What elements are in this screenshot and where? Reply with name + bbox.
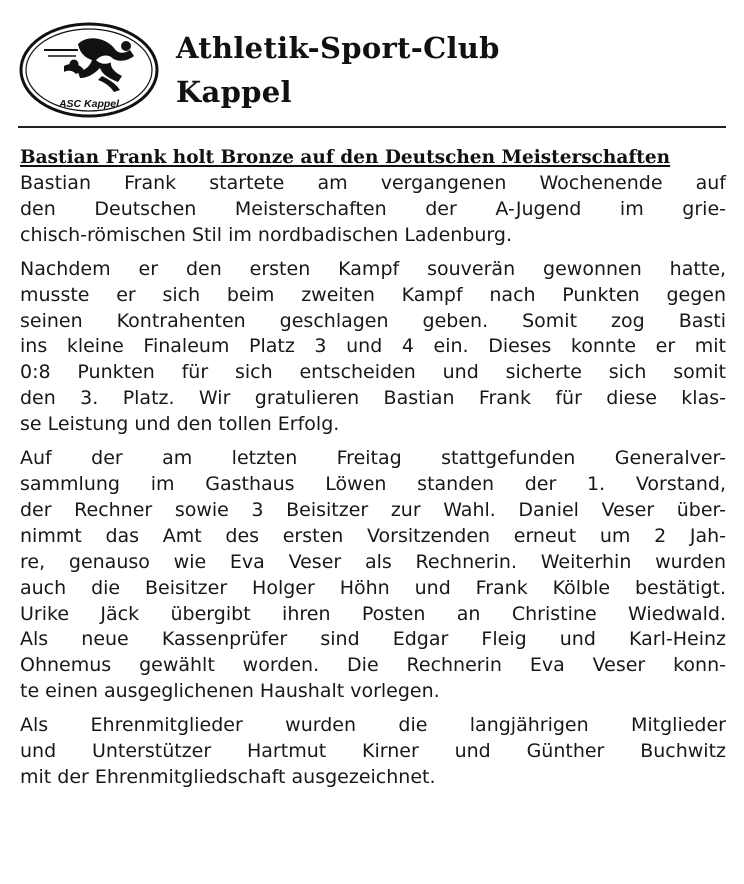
text-line: Nachdem er den ersten Kampf souverän gewonnen hatte, <box>20 257 726 280</box>
text-line: Als Ehrenmitglieder wurden die langjährigen Mitglieder <box>20 714 726 737</box>
text-line: seinen Kontrahenten geschlagen geben. Somit zog Basti <box>20 309 726 332</box>
text-line: den Deutschen Meisterschaften der A-Jugend im grie- <box>20 197 726 220</box>
text-line: den 3. Platz. Wir gratulieren Bastian Frank für diese klas- <box>20 387 726 410</box>
text-line: Urike Jäck übergibt ihren Posten an Christine Wiedwald. <box>20 602 726 625</box>
text-line: 0:8 Punkten für sich entscheiden und sicherte sich somit <box>20 361 726 384</box>
text-line: auch die Beisitzer Holger Höhn und Frank Kölble bestätigt. <box>20 576 726 599</box>
article <box>20 146 726 799</box>
club-logo <box>18 20 160 120</box>
club-name <box>176 26 500 114</box>
text-line: Bastian Frank startete am vergangenen Wochenende auf <box>20 172 726 194</box>
text-line: se Leistung und den tollen Erfolg. <box>20 413 340 436</box>
text-line: mit der Ehrenmitgliedschaft ausgezeichnet. <box>20 765 436 788</box>
text-line: te einen ausgeglichenen Haushalt vorlegen. <box>20 680 440 703</box>
text-line: Ohnemus gewählt worden. Die Rechnerin Eva Veser konn- <box>20 654 726 677</box>
article-paragraph-1 <box>20 171 726 249</box>
text-line: musste er sich beim zweiten Kampf nach Punkten gegen <box>20 283 726 306</box>
text-line: ins kleine Finaleum Platz 3 und 4 ein. Dieses konnte er mit <box>20 335 726 358</box>
text-line: Als neue Kassenprüfer sind Edgar Fleig und Karl-Heinz <box>20 628 726 651</box>
club-name-line-2: Kappel <box>176 75 292 109</box>
text-line: Auf der am letzten Freitag stattgefunden Generalver- <box>20 447 726 470</box>
text-line: und Unterstützer Hartmut Kirner und Günther Buchwitz <box>20 740 726 763</box>
logo-label: ASC Kappel <box>58 98 120 110</box>
article-paragraph-2 <box>20 257 726 438</box>
text-line: der Rechner sowie 3 Beisitzer zur Wahl. Daniel Veser über- <box>20 498 726 521</box>
text-line: nimmt das Amt des ersten Vorsitzenden erneut um 2 Jah- <box>20 524 726 547</box>
text-line: chisch-römischen Stil im nordbadischen Ladenburg. <box>20 223 513 246</box>
article-headline: Bastian Frank holt Bronze auf den Deutschen Meisterschaften <box>20 147 671 168</box>
text-line: sammlung im Gasthaus Löwen standen der 1. Vorstand, <box>20 472 726 495</box>
club-header <box>18 8 726 120</box>
header-divider <box>18 126 726 128</box>
article-paragraph-3 <box>20 446 726 705</box>
article-paragraph-4 <box>20 713 726 791</box>
text-line: re, genauso wie Eva Veser als Rechnerin. Weiterhin wurden <box>20 550 726 573</box>
club-name-line-1: Athletik-Sport-Club <box>176 31 500 65</box>
